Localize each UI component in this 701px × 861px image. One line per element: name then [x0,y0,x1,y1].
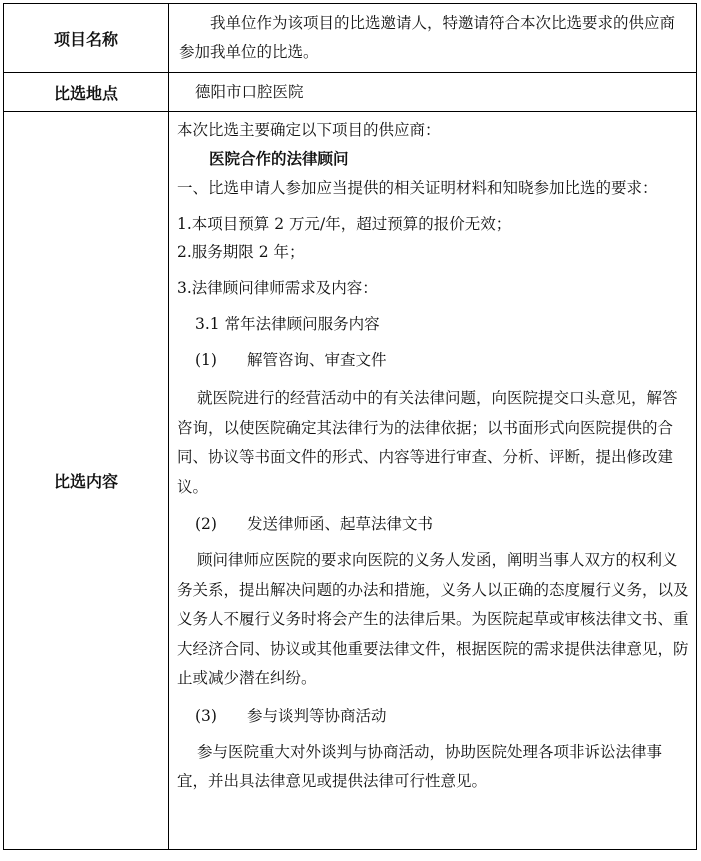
sub-2-text: 顾问律师应医院的要求向医院的义务人发函，阐明当事人双方的权利义务关系，提出解决问题的办法和措施，义务人以正确的态度履行义务，以及义务人不履行义务时将会产生的法律后果。为医院起草或审核法律文书、重大经济合同、协议或其他重要法律文件，根据医院的需求提供法律意见，防止或减少潜在纠纷。 [177,551,689,687]
project-name-row [4,4,697,73]
item-2: 2.服务期限 2 年； [177,243,305,261]
sub-2-number: (2) [195,515,217,533]
sub-3-heading [177,702,690,730]
sub-1-heading [177,346,690,374]
content-body [169,112,697,850]
content-intro: 本次比选主要确定以下项目的供应商： [177,121,441,139]
location-label: 比选地点 [4,73,169,112]
item-3-1: 3.1 常年法律顾问服务内容 [195,315,380,333]
procurement-info-table [3,3,697,850]
location-value: 德阳市口腔医院 [169,73,697,112]
item-1: 1.本项目预算 2 万元/年，超过预算的报价无效； [177,215,512,233]
content-label: 比选内容 [4,112,169,850]
sub-2-title: 发送律师函、起草法律文书 [247,515,434,533]
sub-3-text: 参与医院重大对外谈判与协商活动，协助医院处理各项非诉讼法律事宜，并出具法律意见或提供法律可行性意见。 [177,742,663,790]
project-name-value: 我单位作为该项目的比选邀请人，特邀请符合本次比选要求的供应商参加我单位的比选。 [169,4,697,73]
location-row [4,73,697,112]
section-1-title: 一、比选申请人参加应当提供的相关证明材料和知晓参加比选的要求： [177,179,658,197]
sub-1-number: (1) [195,351,217,369]
item-3: 3.法律顾问律师需求及内容： [177,279,378,297]
content-row [4,112,697,850]
sub-1-title: 解管咨询、审查文件 [247,351,387,369]
sub-3-number: (3) [195,706,217,725]
sub-3-title: 参与谈判等协商活动 [247,706,387,725]
sub-2-heading [177,510,690,538]
project-name-label: 项目名称 [4,4,169,73]
content-heading: 医院合作的法律顾问 [209,150,349,168]
sub-1-text: 就医院进行的经营活动中的有关法律问题，向医院提交口头意见，解答咨询，以使医院确定其法律行为的法律依据；以书面形式向医院提供的合同、协议等书面文件的形式、内容等进行审查、分析、评断，提出修改建议。 [177,389,678,496]
